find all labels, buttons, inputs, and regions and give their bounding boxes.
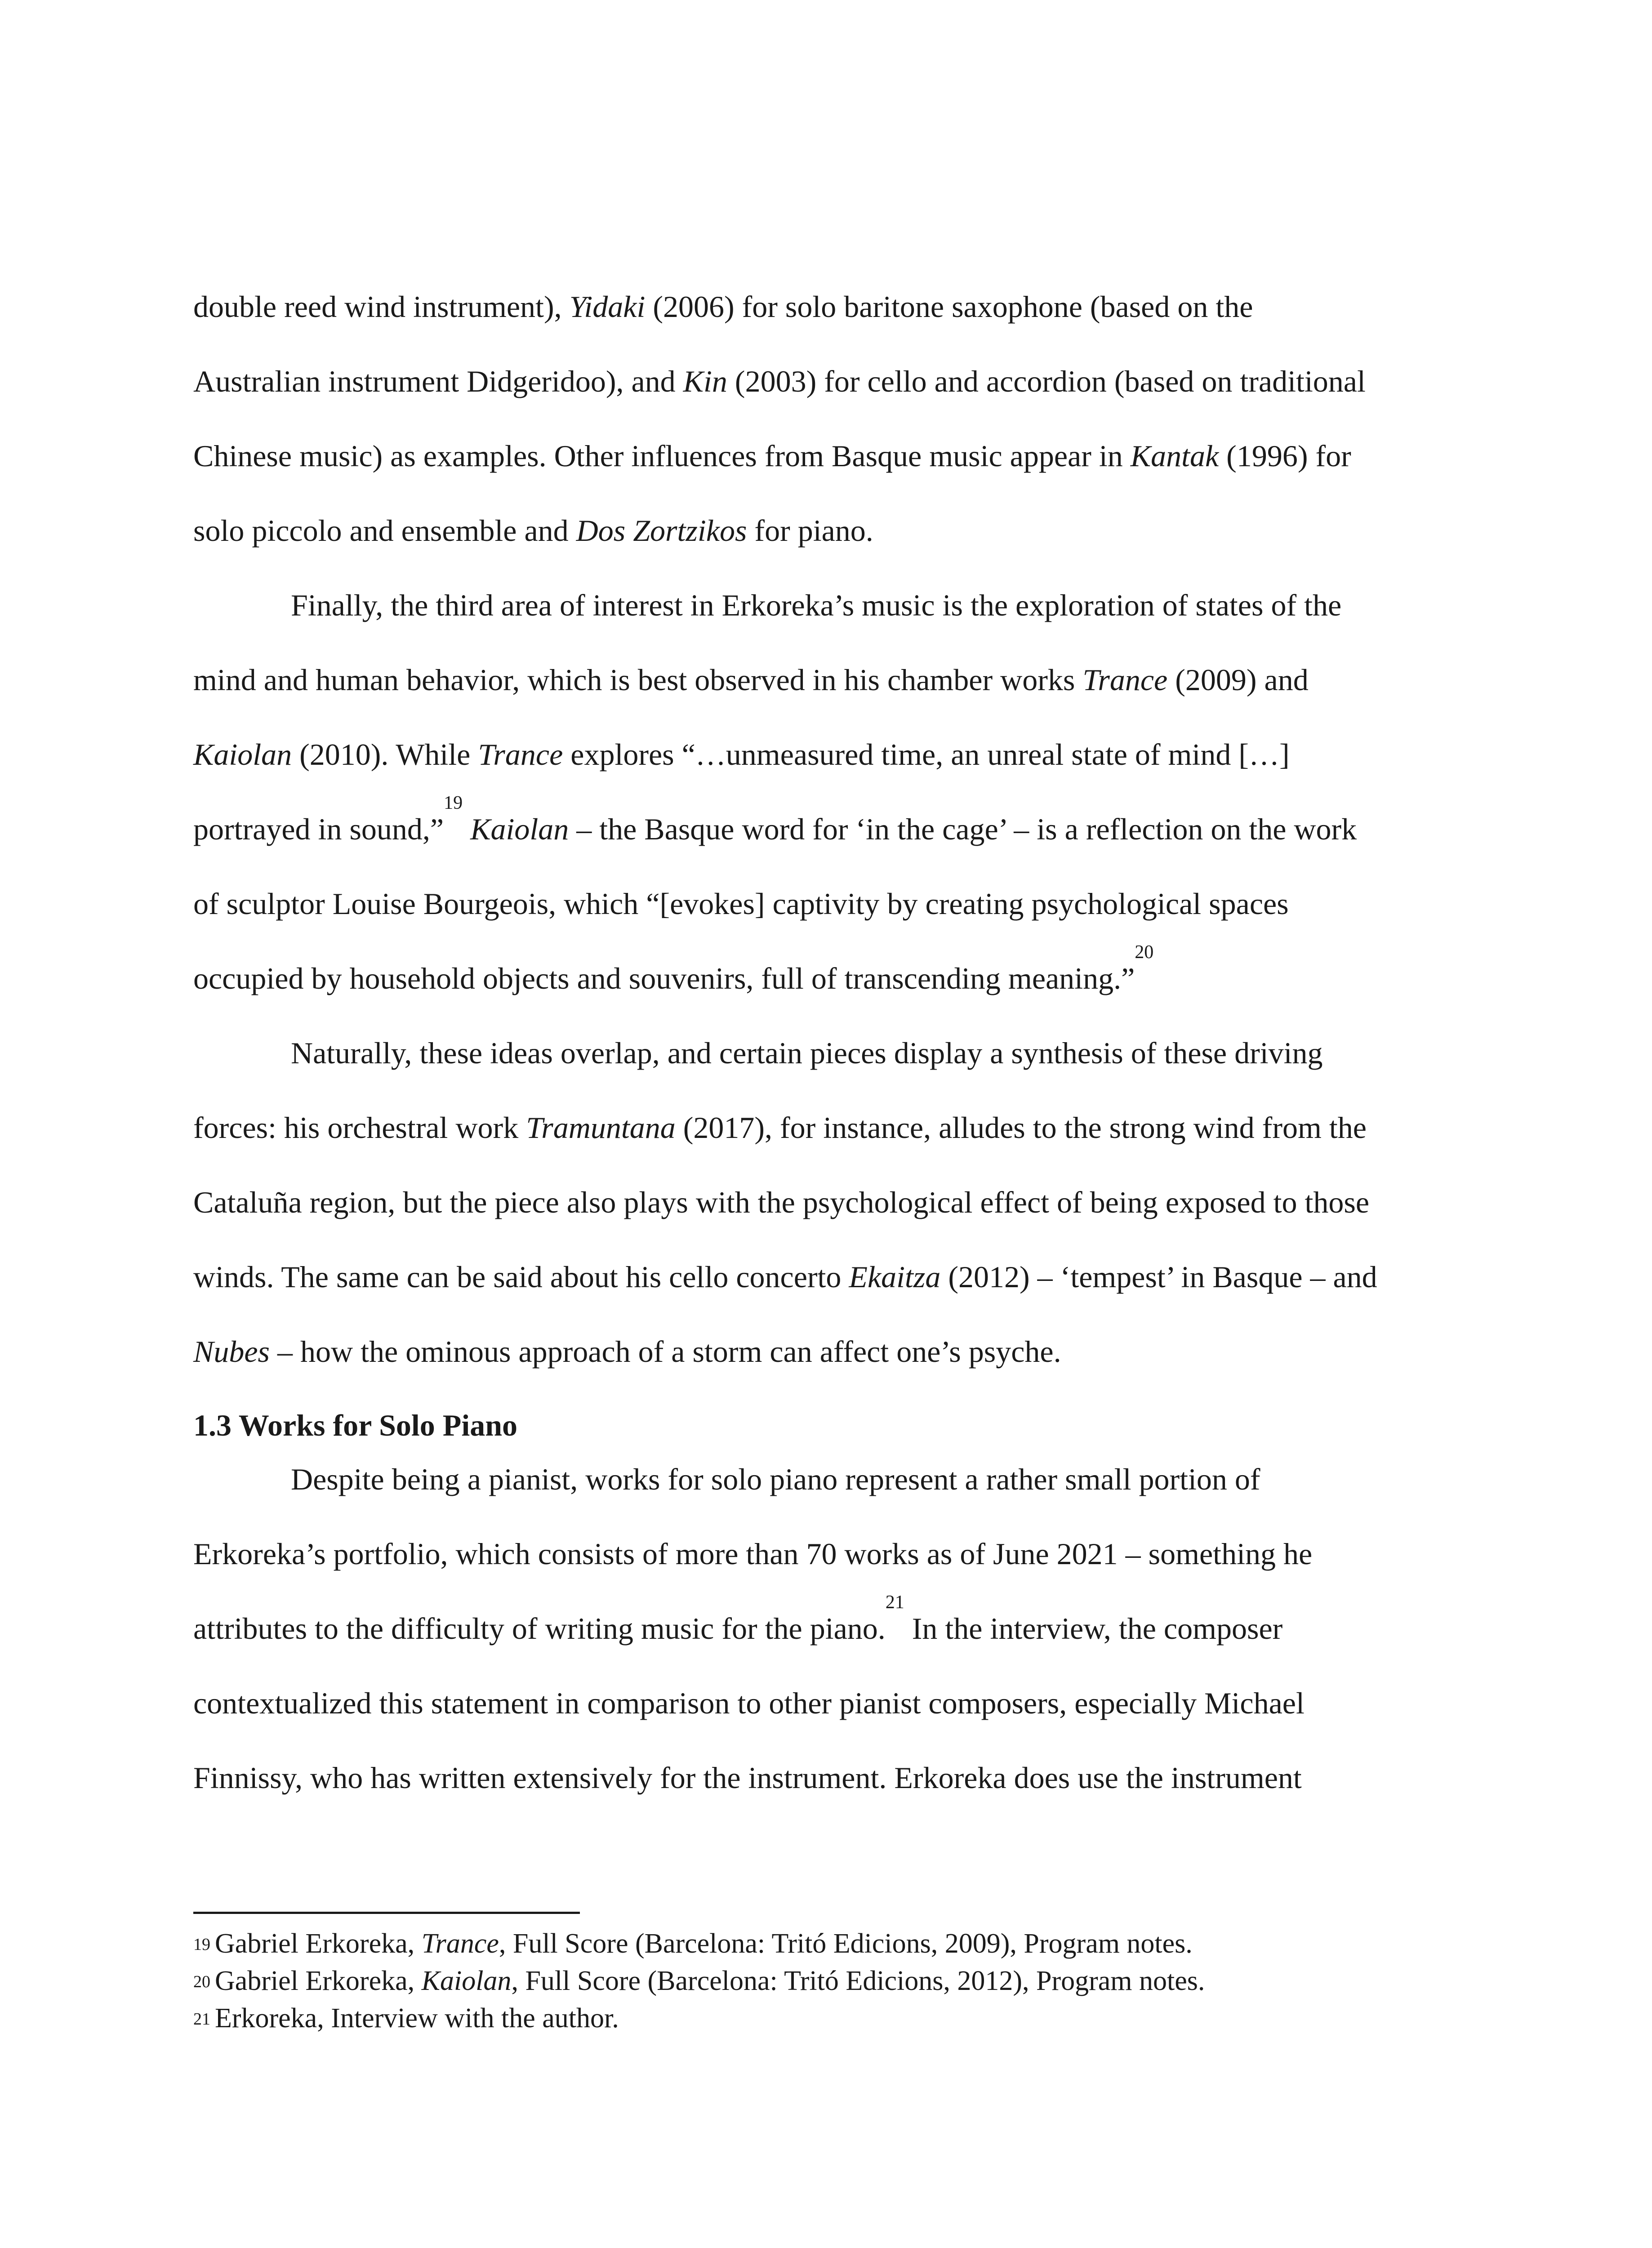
text-segment: (2003) for cello and accordion (based on traditional [727, 364, 1366, 398]
text-segment: contextualized this statement in comparison to other pianist composers, especially Michael [193, 1686, 1305, 1720]
text-line [193, 1754, 1452, 1829]
footnote-number: 19 [193, 1935, 210, 1954]
text-segment: 1.3 Works for Solo Piano [193, 1408, 518, 1442]
italic-title: Trance [421, 1928, 499, 1959]
footnote-reference: 19 [444, 793, 463, 813]
text-segment: (2006) for solo baritone saxophone (based on the [645, 290, 1253, 324]
text-segment: occupied by household objects and souvenirs, full of transcending meaning.” [193, 961, 1135, 995]
text-line [193, 1592, 1452, 1680]
footnote-number: 21 [193, 2010, 210, 2029]
text-segment: Australian instrument Didgeridoo), and [193, 364, 683, 398]
text-line [193, 656, 1452, 731]
footnote-text: Gabriel Erkoreka, [215, 1928, 422, 1959]
text-segment: Erkoreka’s portfolio, which consists of more than 70 works as of June 2021 – something he [193, 1537, 1313, 1571]
text-segment: Finally, the third area of interest in Erkoreka’s music is the exploration of states of the [291, 588, 1342, 622]
text-segment: explores “…unmeasured time, an unreal state of mind […] [563, 737, 1290, 772]
text-segment: (2012) – ‘tempest’ in Basque – and [940, 1260, 1377, 1294]
text-line [193, 942, 1452, 1030]
text-line [193, 1328, 1452, 1403]
text-line [193, 880, 1452, 955]
footnote-text: , Full Score (Barcelona: Tritó Edicions, 2012), Program notes. [511, 1966, 1205, 1996]
text-line [193, 1530, 1452, 1605]
italic-title: Trance [478, 737, 563, 772]
italic-title: Nubes [193, 1334, 270, 1369]
text-segment: Finnissy, who has written extensively for the instrument. Erkoreka does use the instrument [193, 1761, 1302, 1795]
text-segment: Chinese music) as examples. Other influences from Basque music appear in [193, 439, 1131, 473]
text-segment: In the interview, the composer [904, 1611, 1283, 1646]
text-segment: double reed wind instrument), [193, 290, 570, 324]
footnote [193, 1963, 1497, 2000]
text-segment: mind and human behavior, which is best observed in his chamber works [193, 663, 1083, 697]
italic-title: Kaiolan [421, 1966, 512, 1996]
text-line [193, 1179, 1452, 1253]
text-line [193, 1104, 1452, 1179]
text-line [193, 507, 1452, 582]
italic-title: Dos Zortzikos [576, 513, 747, 548]
text-segment: forces: his orchestral work [193, 1111, 526, 1145]
footnotes [193, 1925, 1497, 2037]
text-segment: Despite being a pianist, works for solo piano represent a rather small portion of [291, 1462, 1260, 1496]
footnote-separator [193, 1912, 580, 1914]
footnote [193, 2000, 1497, 2037]
text-segment: winds. The same can be said about his cello concerto [193, 1260, 849, 1294]
italic-title: Ekaitza [849, 1260, 941, 1294]
section-heading [193, 1402, 1452, 1456]
text-line [193, 582, 1452, 656]
footnote-text: , Full Score (Barcelona: Tritó Edicions, 2009), Program notes. [499, 1928, 1193, 1959]
text-segment: of sculptor Louise Bourgeois, which “[evokes] captivity by creating psychological spaces [193, 887, 1289, 921]
italic-title: Kaiolan [193, 737, 292, 772]
footnote-number: 20 [193, 1972, 210, 1991]
text-line [193, 1030, 1452, 1104]
text-segment: – the Basque word for ‘in the cage’ – is a reflection on the work [569, 812, 1357, 846]
text-segment: attributes to the difficulty of writing music for the piano. [193, 1611, 886, 1646]
italic-title: Kaiolan [470, 812, 569, 846]
italic-title: Trance [1082, 663, 1168, 697]
text-line [193, 283, 1452, 358]
italic-title: Yidaki [569, 290, 646, 324]
body-text [193, 283, 1452, 1829]
text-segment: (1996) for [1219, 439, 1351, 473]
text-line [193, 793, 1452, 880]
text-segment: solo piccolo and ensemble and [193, 513, 576, 548]
text-segment [463, 812, 470, 846]
text-segment: for piano. [747, 513, 873, 548]
footnote-text: Gabriel Erkoreka, [215, 1966, 422, 1996]
text-line [193, 1680, 1452, 1754]
text-line [193, 358, 1452, 433]
text-line [193, 1456, 1452, 1530]
italic-title: Kantak [1130, 439, 1219, 473]
italic-title: Kin [683, 364, 727, 398]
footnote-text: Erkoreka, Interview with the author. [215, 2003, 619, 2034]
text-line [193, 731, 1452, 806]
text-line [193, 1253, 1452, 1328]
text-segment: Cataluña region, but the piece also plays with the psychological effect of being exposed to those [193, 1185, 1370, 1219]
text-segment: Naturally, these ideas overlap, and certain pieces display a synthesis of these driving [291, 1036, 1323, 1070]
text-segment: (2009) and [1167, 663, 1309, 697]
footnote [193, 1925, 1497, 1963]
text-segment: portrayed in sound,” [193, 812, 444, 846]
italic-title: Tramuntana [526, 1111, 676, 1145]
text-segment: (2017), for instance, alludes to the strong wind from the [675, 1111, 1367, 1145]
footnote-reference: 20 [1135, 942, 1154, 963]
text-line [193, 433, 1452, 507]
footnote-reference: 21 [885, 1592, 904, 1613]
text-segment: (2010). While [292, 737, 478, 772]
text-segment: – how the ominous approach of a storm can affect one’s psyche. [270, 1334, 1061, 1369]
